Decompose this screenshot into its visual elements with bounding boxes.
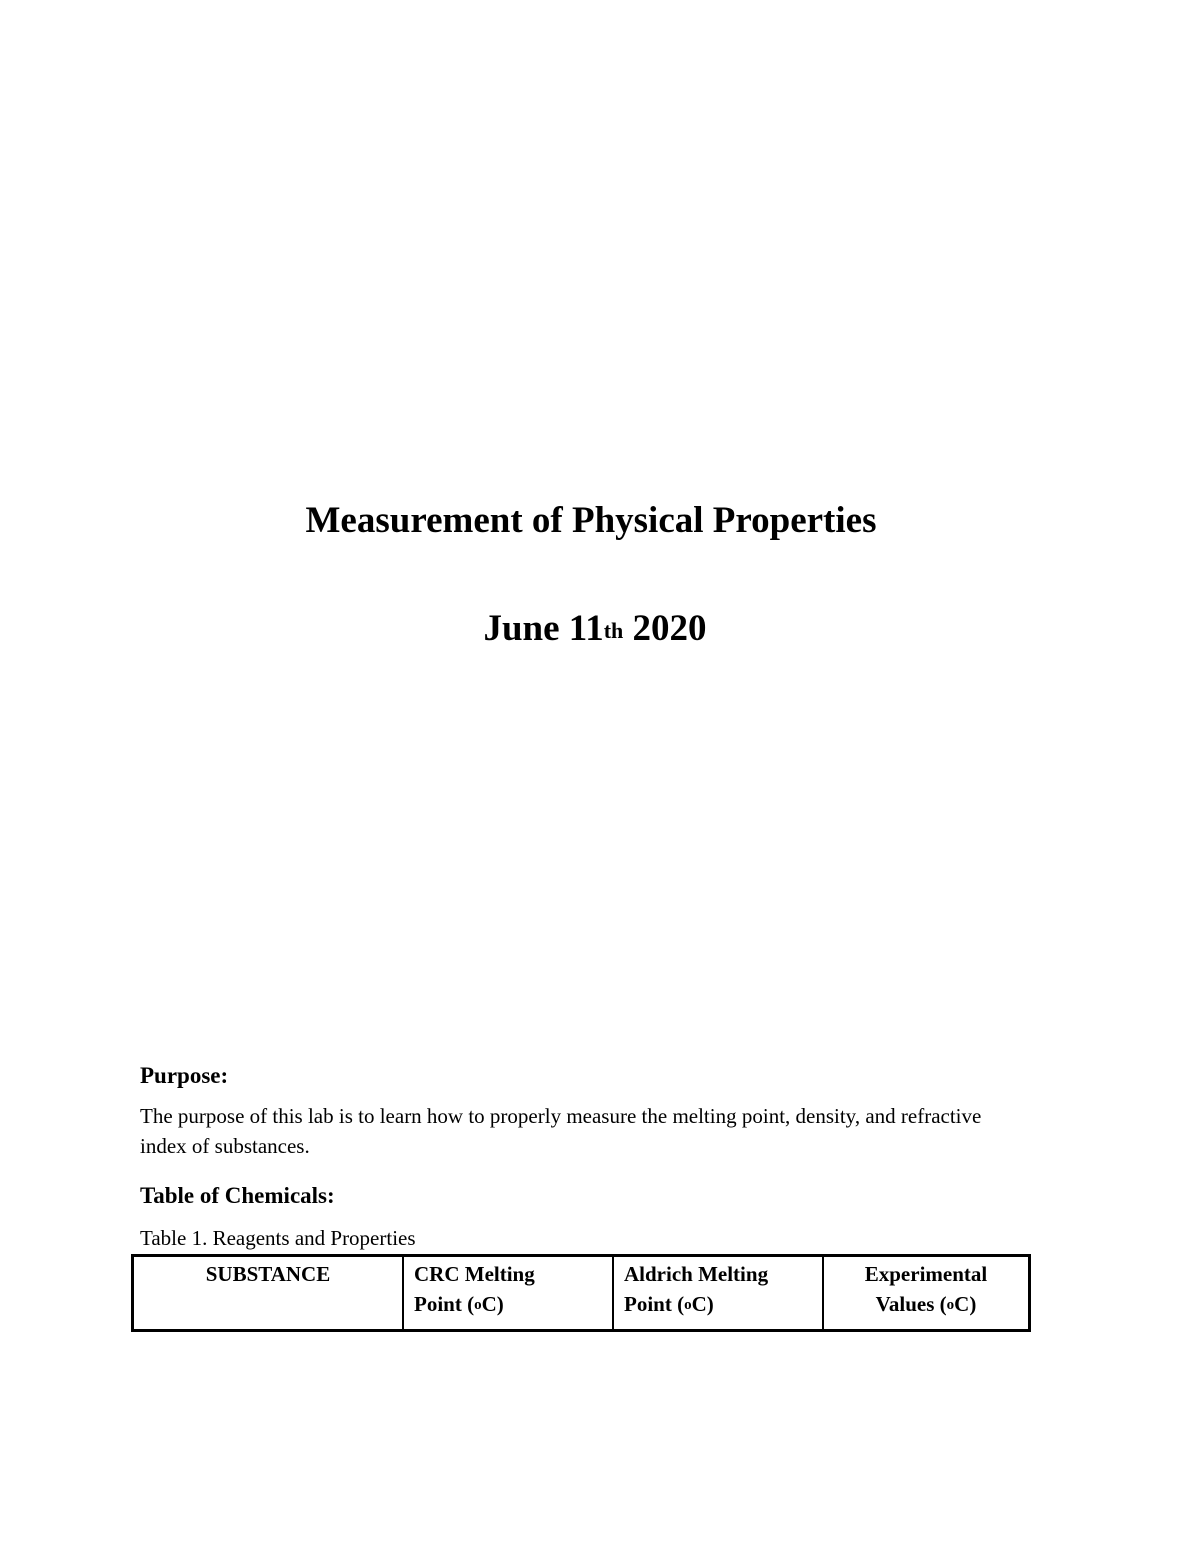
chemicals-heading: Table of Chemicals: [140,1183,335,1208]
purpose-heading: Purpose: [140,1063,229,1088]
column-header-line: Values ( [875,1292,947,1316]
column-header-line: CRC Melting [414,1262,535,1286]
degree-symbol: o [474,1297,482,1313]
column-header-line: Point ( [624,1292,685,1316]
column-header-line: Experimental [864,1262,988,1286]
column-header-substance [133,1256,404,1331]
date-year: 2020 [632,608,707,649]
date-ordinal-suffix: th [603,618,624,643]
column-header-crc-melting-point [403,1256,613,1331]
column-header-line: Point ( [414,1292,475,1316]
column-header-line: SUBSTANCE [205,1262,331,1286]
date-day: June 11 [483,608,604,649]
reagents-table [131,1254,1031,1332]
degree-symbol: o [946,1297,955,1313]
degree-symbol: o [684,1297,692,1313]
document-date [0,606,1190,652]
column-header-line: Aldrich Melting [624,1262,769,1286]
purpose-text: The purpose of this lab is to learn how to properly measure the melting point, density, and refractive index of substances. [140,1104,982,1158]
table-header-row [133,1256,1030,1331]
unit-label: C) [954,1292,977,1316]
column-header-aldrich-melting-point [613,1256,823,1331]
unit-label: C) [481,1292,504,1316]
unit-label: C) [691,1292,714,1316]
document-title: Measurement of Physical Properties [305,500,877,541]
table-caption: Table 1. Reagents and Properties [140,1226,416,1250]
column-header-experimental-values [823,1256,1030,1331]
